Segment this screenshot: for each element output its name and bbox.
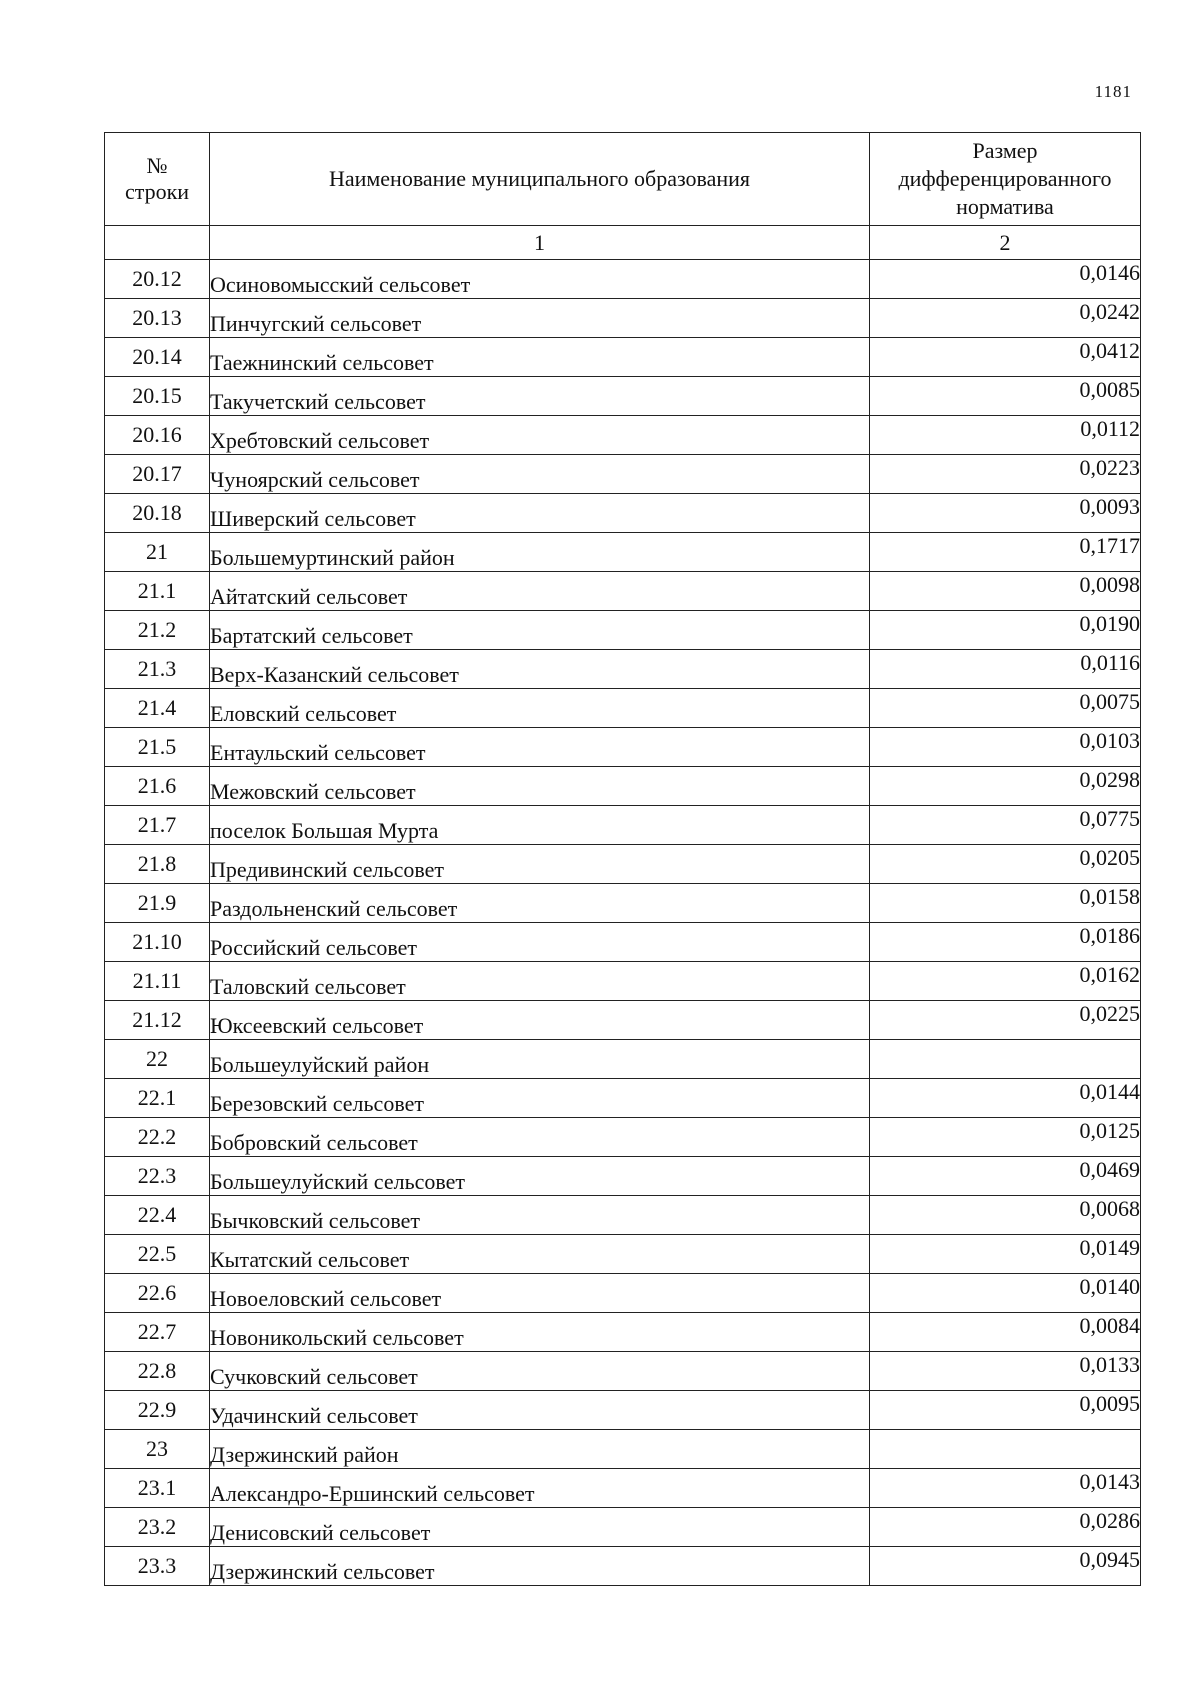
row-number-cell: 20.13 — [105, 299, 210, 338]
municipality-name-cell: Шиверский сельсовет — [210, 494, 870, 533]
table-row — [105, 572, 1141, 611]
table-row — [105, 494, 1141, 533]
row-number-cell: 22 — [105, 1040, 210, 1079]
normative-value-cell: 0,0242 — [870, 299, 1141, 338]
municipality-name-cell: Верх-Казанский сельсовет — [210, 650, 870, 689]
normative-value-cell: 0,0068 — [870, 1196, 1141, 1235]
municipality-name-cell: Хребтовский сельсовет — [210, 416, 870, 455]
page-number: 1181 — [1094, 82, 1132, 101]
table-body — [105, 260, 1141, 1586]
normative-value-cell: 0,0286 — [870, 1508, 1141, 1547]
table-row — [105, 1118, 1141, 1157]
normative-value-cell: 0,0149 — [870, 1235, 1141, 1274]
header-row-label: строки — [124, 179, 190, 204]
table-row — [105, 1040, 1141, 1079]
table-row — [105, 1001, 1141, 1040]
row-number-cell: 21 — [105, 533, 210, 572]
municipality-name-cell: Удачинский сельсовет — [210, 1391, 870, 1430]
table-row — [105, 416, 1141, 455]
municipality-name-cell: поселок Большая Мурта — [210, 806, 870, 845]
normative-value-cell: 0,0116 — [870, 650, 1141, 689]
municipality-name-cell: Александро-Ершинский сельсовет — [210, 1469, 870, 1508]
normative-value-cell: 0,0162 — [870, 962, 1141, 1001]
table-row — [105, 1508, 1141, 1547]
municipality-name-cell: Бычковский сельсовет — [210, 1196, 870, 1235]
table-header-row — [105, 133, 1141, 226]
municipality-name-cell: Раздольненский сельсовет — [210, 884, 870, 923]
row-number-cell: 20.16 — [105, 416, 210, 455]
header-value-line2: дифференцированного — [898, 166, 1112, 191]
row-number-cell: 21.7 — [105, 806, 210, 845]
row-number-cell: 21.8 — [105, 845, 210, 884]
table-row — [105, 533, 1141, 572]
municipality-name-cell: Осиновомысский сельсовет — [210, 260, 870, 299]
row-number-cell: 22.3 — [105, 1157, 210, 1196]
header-row-number — [105, 133, 210, 226]
column-index-empty — [105, 226, 210, 260]
row-number-cell: 20.12 — [105, 260, 210, 299]
municipality-name-cell: Новоеловский сельсовет — [210, 1274, 870, 1313]
normative-value-cell: 0,0133 — [870, 1352, 1141, 1391]
column-index-1: 1 — [210, 226, 870, 260]
normative-value-cell: 0,0095 — [870, 1391, 1141, 1430]
table-row — [105, 338, 1141, 377]
table-row — [105, 689, 1141, 728]
table-row — [105, 728, 1141, 767]
municipality-name-cell: Денисовский сельсовет — [210, 1508, 870, 1547]
table-row — [105, 1391, 1141, 1430]
municipality-name-cell: Новоникольский сельсовет — [210, 1313, 870, 1352]
normative-value-cell: 0,0144 — [870, 1079, 1141, 1118]
municipality-name-cell: Дзержинский сельсовет — [210, 1547, 870, 1586]
municipality-name-cell: Межовский сельсовет — [210, 767, 870, 806]
municipality-name-cell: Дзержинский район — [210, 1430, 870, 1469]
header-value-line3: норматива — [956, 194, 1054, 219]
normative-value-cell — [870, 1040, 1141, 1079]
table-row — [105, 767, 1141, 806]
municipality-name-cell: Большеулуйский район — [210, 1040, 870, 1079]
normative-value-cell — [870, 1430, 1141, 1469]
row-number-cell: 23.3 — [105, 1547, 210, 1586]
table-row — [105, 845, 1141, 884]
row-number-cell: 22.4 — [105, 1196, 210, 1235]
table-row — [105, 1274, 1141, 1313]
normative-value-cell: 0,0775 — [870, 806, 1141, 845]
row-number-cell: 21.11 — [105, 962, 210, 1001]
row-number-cell: 21.12 — [105, 1001, 210, 1040]
table-row — [105, 1196, 1141, 1235]
table-row — [105, 806, 1141, 845]
normative-value-cell: 0,0190 — [870, 611, 1141, 650]
table-row — [105, 650, 1141, 689]
normative-value-cell: 0,0140 — [870, 1274, 1141, 1313]
row-number-cell: 21.4 — [105, 689, 210, 728]
table-row — [105, 299, 1141, 338]
row-number-cell: 21.10 — [105, 923, 210, 962]
municipality-name-cell: Ентаульский сельсовет — [210, 728, 870, 767]
municipality-name-cell: Таловский сельсовет — [210, 962, 870, 1001]
row-number-cell: 20.14 — [105, 338, 210, 377]
row-number-cell: 22.1 — [105, 1079, 210, 1118]
municipality-name-cell: Сучковский сельсовет — [210, 1352, 870, 1391]
header-municipality-name: Наименование муниципального образования — [210, 133, 870, 226]
normative-value-cell: 0,0469 — [870, 1157, 1141, 1196]
row-number-cell: 22.9 — [105, 1391, 210, 1430]
normative-value-cell: 0,0223 — [870, 455, 1141, 494]
header-value-line1: Размер — [972, 138, 1038, 163]
normative-value-cell: 0,0225 — [870, 1001, 1141, 1040]
header-number-sign: № — [146, 153, 168, 178]
municipality-name-cell: Российский сельсовет — [210, 923, 870, 962]
row-number-cell: 20.18 — [105, 494, 210, 533]
row-number-cell: 21.6 — [105, 767, 210, 806]
table-row — [105, 611, 1141, 650]
municipality-name-cell: Такучетский сельсовет — [210, 377, 870, 416]
municipality-name-cell: Березовский сельсовет — [210, 1079, 870, 1118]
row-number-cell: 20.17 — [105, 455, 210, 494]
normative-value-cell: 0,0146 — [870, 260, 1141, 299]
normative-value-cell: 0,0945 — [870, 1547, 1141, 1586]
table-row — [105, 455, 1141, 494]
normative-value-cell: 0,0143 — [870, 1469, 1141, 1508]
table-row — [105, 1157, 1141, 1196]
column-index-2: 2 — [870, 226, 1141, 260]
normative-value-cell: 0,0125 — [870, 1118, 1141, 1157]
normative-value-cell: 0,0186 — [870, 923, 1141, 962]
normatives-table — [104, 132, 1141, 1586]
normative-value-cell: 0,0103 — [870, 728, 1141, 767]
normative-value-cell: 0,0084 — [870, 1313, 1141, 1352]
table-row — [105, 1079, 1141, 1118]
normative-value-cell: 0,0205 — [870, 845, 1141, 884]
table-row — [105, 1469, 1141, 1508]
municipality-name-cell: Айтатский сельсовет — [210, 572, 870, 611]
row-number-cell: 23.2 — [105, 1508, 210, 1547]
municipality-name-cell: Таежнинский сельсовет — [210, 338, 870, 377]
row-number-cell: 23.1 — [105, 1469, 210, 1508]
municipality-name-cell: Юксеевский сельсовет — [210, 1001, 870, 1040]
header-normative-size — [870, 133, 1141, 226]
row-number-cell: 21.9 — [105, 884, 210, 923]
table-row — [105, 1430, 1141, 1469]
row-number-cell: 22.5 — [105, 1235, 210, 1274]
table-row — [105, 260, 1141, 299]
municipality-name-cell: Кытатский сельсовет — [210, 1235, 870, 1274]
normative-value-cell: 0,0412 — [870, 338, 1141, 377]
normative-value-cell: 0,0075 — [870, 689, 1141, 728]
column-index-row — [105, 226, 1141, 260]
normative-value-cell: 0,0158 — [870, 884, 1141, 923]
table-row — [105, 962, 1141, 1001]
municipality-name-cell: Большемуртинский район — [210, 533, 870, 572]
municipality-name-cell: Бартатский сельсовет — [210, 611, 870, 650]
normative-value-cell: 0,0093 — [870, 494, 1141, 533]
row-number-cell: 22.7 — [105, 1313, 210, 1352]
table-row — [105, 1235, 1141, 1274]
municipality-name-cell: Бобровский сельсовет — [210, 1118, 870, 1157]
table-row — [105, 377, 1141, 416]
row-number-cell: 21.3 — [105, 650, 210, 689]
normative-value-cell: 0,0298 — [870, 767, 1141, 806]
normative-value-cell: 0,1717 — [870, 533, 1141, 572]
table-row — [105, 1547, 1141, 1586]
row-number-cell: 22.2 — [105, 1118, 210, 1157]
row-number-cell: 22.6 — [105, 1274, 210, 1313]
row-number-cell: 23 — [105, 1430, 210, 1469]
municipality-name-cell: Пинчугский сельсовет — [210, 299, 870, 338]
municipality-name-cell: Большеулуйский сельсовет — [210, 1157, 870, 1196]
row-number-cell: 21.1 — [105, 572, 210, 611]
row-number-cell: 22.8 — [105, 1352, 210, 1391]
normative-value-cell: 0,0098 — [870, 572, 1141, 611]
row-number-cell: 20.15 — [105, 377, 210, 416]
table-row — [105, 923, 1141, 962]
municipality-name-cell: Еловский сельсовет — [210, 689, 870, 728]
municipality-name-cell: Чуноярский сельсовет — [210, 455, 870, 494]
normative-value-cell: 0,0085 — [870, 377, 1141, 416]
row-number-cell: 21.5 — [105, 728, 210, 767]
row-number-cell: 21.2 — [105, 611, 210, 650]
table-row — [105, 1313, 1141, 1352]
normative-value-cell: 0,0112 — [870, 416, 1141, 455]
table-row — [105, 1352, 1141, 1391]
table-row — [105, 884, 1141, 923]
municipality-name-cell: Предивинский сельсовет — [210, 845, 870, 884]
